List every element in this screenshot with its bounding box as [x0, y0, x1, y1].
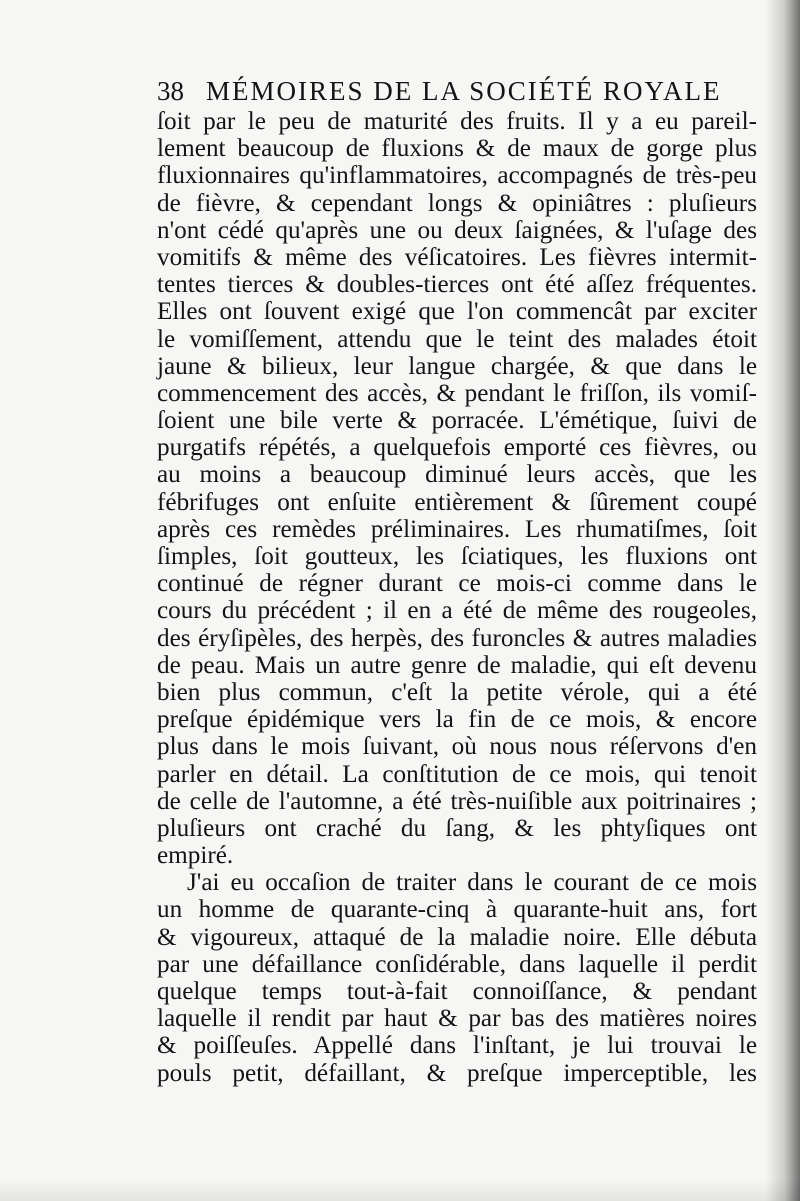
text-line: & poiſſeuſes. Appellé dans l'inſtant, je lui trouvai le	[157, 1032, 757, 1060]
text-line: n'ont cédé qu'après une ou deux ſaignées, & l'uſage des	[157, 216, 757, 244]
body-text	[157, 108, 757, 1087]
page-shadow-right	[766, 0, 800, 1201]
text-line: quelque temps tout-à-fait connoiſſance, & pendant	[157, 978, 757, 1005]
text-line: fluxionnaires qu'inflammatoires, accompagnés de très-peu	[157, 162, 757, 190]
running-title: MÉMOIRES DE LA SOCIÉTÉ ROYALE	[206, 76, 722, 106]
text-line: ſoient une bile verte & porracée. L'émétique, ſuivi de	[157, 407, 757, 435]
text-line: par une défaillance conſidérable, dans laquelle il perdit	[157, 950, 757, 978]
running-header	[157, 74, 757, 108]
text-line: de fièvre, & cependant longs & opiniâtres : pluſieurs	[157, 189, 757, 217]
page-shadow-bottom	[0, 1179, 800, 1201]
text-line: après ces remèdes préliminaires. Les rhumatiſmes, ſoit	[157, 515, 757, 543]
text-line: ſoit par le peu de maturité des fruits. Il y a eu pareil-	[157, 108, 757, 135]
text-line: J'ai eu occaſion de traiter dans le courant de ce mois	[187, 869, 757, 897]
text-line: bien plus commun, c'eſt la petite vérole, qui a été	[157, 678, 757, 706]
text-line: lement beaucoup de fluxions & de maux de gorge plus	[157, 135, 757, 163]
text-line: purgatifs répétés, a quelquefois emporté ces fièvres, ou	[157, 434, 757, 462]
text-line: parler en détail. La conſtitution de ce mois, qui tenoit	[157, 760, 757, 788]
text-line: pouls petit, défaillant, & preſque imperceptible, les	[157, 1059, 757, 1087]
text-line: de peau. Mais un autre genre de maladie, qui eſt devenu	[157, 651, 757, 679]
text-line: vomitifs & même des véſicatoires. Les fièvres intermit-	[157, 243, 757, 271]
text-line: le vomiſſement, attendu que le teint des malades étoit	[157, 325, 757, 353]
text-line: & vigoureux, attaqué de la maladie noire. Elle débuta	[157, 923, 757, 951]
text-line: de celle de l'automne, a été très-nuiſible aux poitrinaires ;	[157, 787, 757, 815]
text-line: ſimples, ſoit goutteux, les ſciatiques, les fluxions ont	[157, 543, 757, 570]
text-line: des éryſipèles, des herpès, des furoncles & autres maladies	[157, 624, 757, 652]
text-line: commencement des accès, & pendant le friſſon, ils vomiſ-	[157, 379, 757, 407]
text-line: pluſieurs ont craché du ſang, & les phtyſiques ont	[157, 814, 757, 842]
text-line: tentes tierces & doubles-tierces ont été aſſez fréquentes.	[157, 271, 757, 299]
text-line: Elles ont ſouvent exigé que l'on commencât par exciter	[157, 298, 757, 326]
text-line: preſque épidémique vers la fin de ce mois, & encore	[157, 706, 757, 734]
text-line: fébrifuges ont enſuite entièrement & ſûrement coupé	[157, 488, 757, 516]
page-number: 38	[157, 76, 184, 106]
text-line: jaune & bilieux, leur langue chargée, & que dans le	[157, 352, 757, 380]
text-line: un homme de quarante-cinq à quarante-huit ans, fort	[157, 896, 757, 924]
text-line: continué de régner durant ce mois-ci comme dans le	[157, 570, 757, 598]
text-line: cours du précédent ; il en a été de même des rougeoles,	[157, 597, 757, 625]
text-line: empiré.	[157, 842, 234, 870]
text-line: au moins a beaucoup diminué leurs accès, que les	[157, 461, 757, 489]
text-line: laquelle il rendit par haut & par bas des matières noires	[157, 1005, 757, 1033]
text-line: plus dans le mois ſuivant, où nous nous réſervons d'en	[157, 733, 757, 761]
